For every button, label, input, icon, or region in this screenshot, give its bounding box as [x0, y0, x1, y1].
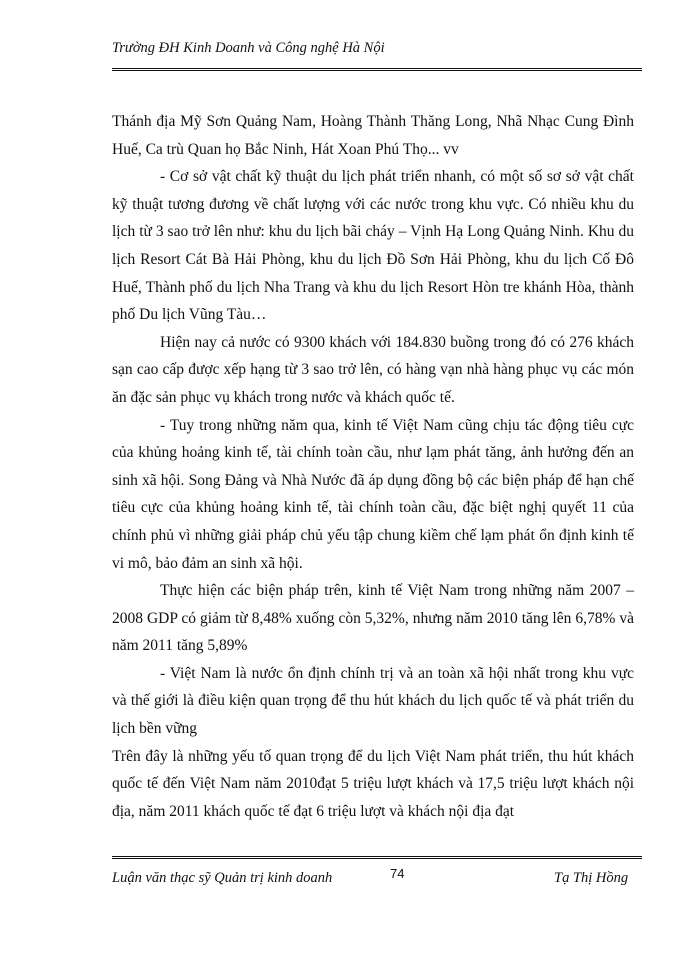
paragraph: Hiện nay cả nước có 9300 khách với 184.830 buồng trong đó có 276 khách sạn cao cấp được xếp hạng từ 3 sao trở lên, có hàng vạn nhà hàng phục vụ các món ăn đặc sản phục vụ khách trong nước và khách quốc tế.	[112, 333, 634, 406]
paragraph: Trên đây là những yếu tố quan trọng để du lịch Việt Nam phát triển, thu hút khách quốc tế đến Việt Nam năm 2010đạt 5 triệu lượt khách và 17,5 triệu lượt khách nội địa, năm 2011 khách quốc tế đạt 6 triệu lượt và khách nội địa đạt	[112, 747, 634, 820]
paragraph: - Cơ sở vật chất kỹ thuật du lịch phát triển nhanh, có một số sơ sở vật chất kỹ thuật tương đương về chất lượng với các nước trong khu vực. Có nhiều khu du lịch từ 3 sao trở lên như: khu du lịch bãi cháy – Vịnh Hạ Long Quảng Ninh. Khu du lịch Resort Cát Bà Hải Phòng, khu du lịch Đồ Sơn Hải Phòng, khu du lịch Cố Đô Huế, Thành phố du lịch Nha Trang và khu du lịch Resort Hòn tre khánh Hòa, thành phố Du lịch Vũng Tàu…	[112, 168, 634, 324]
footer-thesis-title: Luận văn thạc sỹ Quản trị kinh doanh	[112, 870, 333, 886]
paragraph: - Việt Nam là nước ổn định chính trị và an toàn xã hội nhất trong khu vực và thế giới là điều kiện quan trọng để thu hút khách du lịch quốc tế và phát triển du lịch bền vững	[112, 664, 634, 738]
paragraph: Thực hiện các biện pháp trên, kinh tế Việt Nam trong những năm 2007 – 2008 GDP có giảm từ 8,48% xuống còn 5,32%, nhưng năm 2010 tăng lên 6,78% và năm 2011 tăng 5,89%	[112, 582, 634, 655]
page-header: Trường ĐH Kinh Doanh và Công nghệ Hà Nội	[112, 40, 385, 56]
footer-rule	[112, 856, 642, 859]
footer-author: Tạ Thị Hồng	[554, 870, 629, 886]
paragraph: Thánh địa Mỹ Sơn Quảng Nam, Hoàng Thành Thăng Long, Nhã Nhạc Cung Đình Huế, Ca trù Quan họ Bắc Ninh, Hát Xoan Phú Thọ... vv	[112, 113, 634, 158]
header-rule	[112, 68, 642, 71]
page-number: 74	[390, 866, 405, 881]
paragraph: - Tuy trong những năm qua, kinh tế Việt Nam cũng chịu tác động tiêu cực của khủng hoảng kinh tế, tài chính toàn cầu, như lạm phát tăng, ảnh hưởng đến an sinh xã hội. Song Đảng và Nhà Nước đã áp dụng đồng bộ các biện pháp để hạn chế tiêu cực của khủng hoảng kinh tế, tài chính toàn cầu, đặc biệt nghị quyết 11 của chính phủ vì những giải pháp chủ yếu tập chung kiềm chế lạm phát ổn định kinh tế vi mô, bảo đảm an sinh xã hội.	[112, 416, 634, 572]
body-text	[112, 108, 634, 825]
